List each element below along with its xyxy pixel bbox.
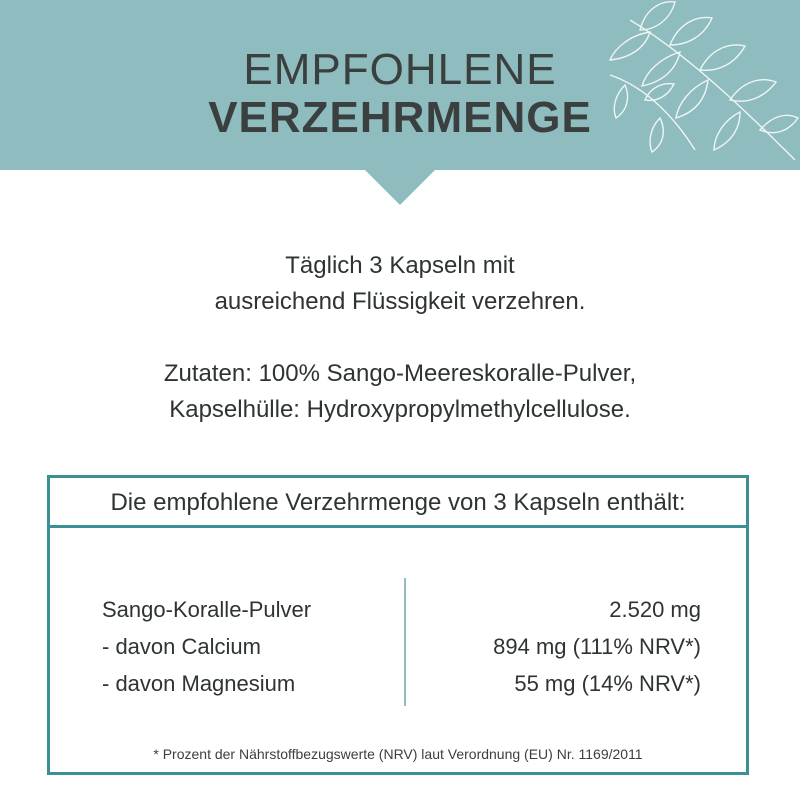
- row-value-magnesium: 55 mg (14% NRV*): [514, 671, 701, 696]
- row-label-calcium: - davon Calcium: [102, 634, 261, 659]
- page-title-line2: VERZEHRMENGE: [208, 93, 592, 142]
- column-divider: [404, 578, 406, 706]
- nrv-footnote: * Prozent der Nährstoffbezugswerte (NRV) laut Verordnung (EU) Nr. 1169/2011: [153, 746, 643, 762]
- nutrition-labels: [102, 591, 311, 702]
- dosage-line2: ausreichend Flüssigkeit verzehren.: [214, 288, 586, 315]
- nutrition-table-heading: Die empfohlene Verzehrmenge von 3 Kapseln enthält:: [50, 478, 746, 528]
- page-title-line1: EMPFOHLENE: [243, 45, 557, 94]
- row-label-magnesium: - davon Magnesium: [102, 671, 296, 696]
- row-value-calcium: 894 mg (111% NRV*): [493, 634, 701, 659]
- dosage-instructions: [0, 248, 800, 320]
- dosage-line1: Täglich 3 Kapseln mit: [285, 252, 515, 279]
- nutrition-values: [493, 591, 701, 702]
- ingredients-line1: Zutaten: 100% Sango-Meereskoralle-Pulver,: [163, 360, 637, 387]
- ingredients-text: [0, 356, 800, 428]
- row-value-sango: 2.520 mg: [609, 597, 701, 622]
- row-label-sango: Sango-Koralle-Pulver: [102, 597, 312, 622]
- banner-pointer: [364, 169, 436, 205]
- nutrition-table: [47, 475, 749, 775]
- ingredients-line2: Kapselhülle: Hydroxypropylmethylcellulose.: [169, 396, 631, 423]
